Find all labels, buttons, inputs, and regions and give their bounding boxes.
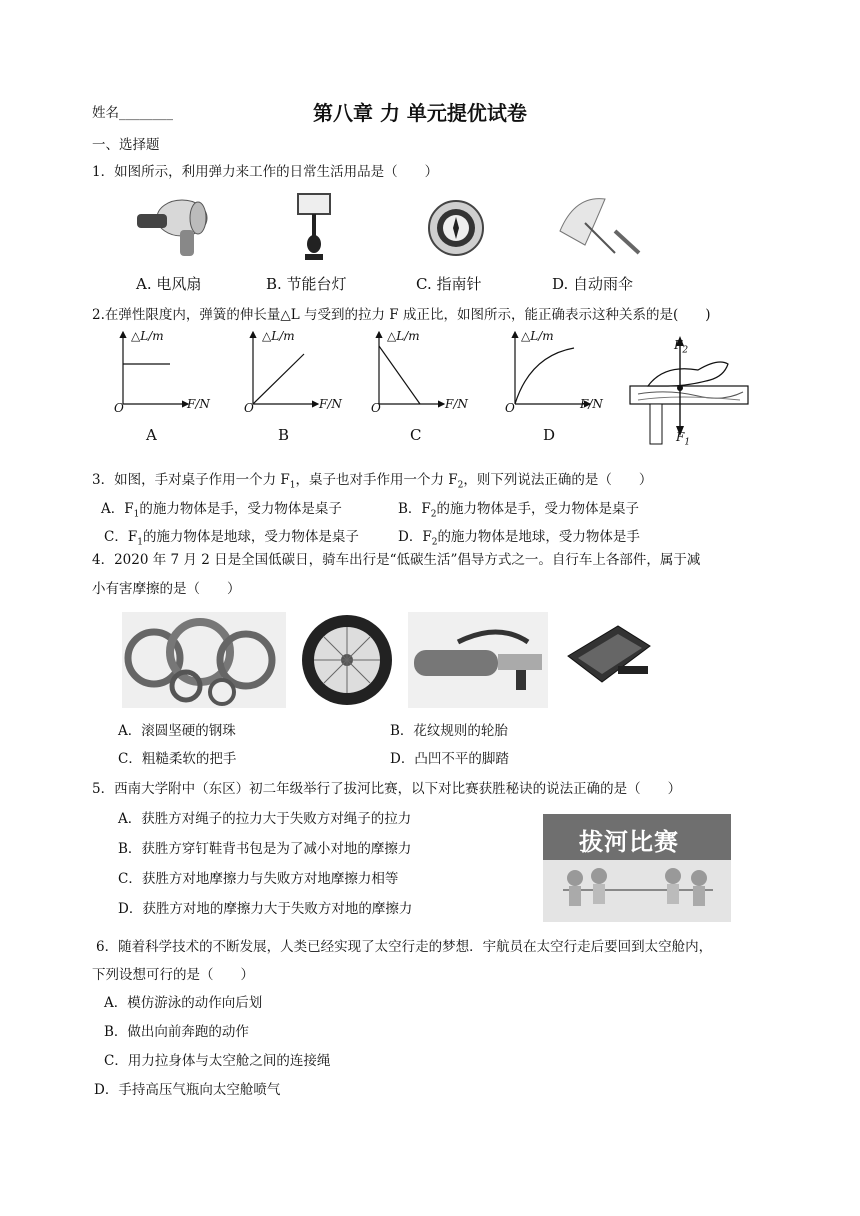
- q1-stem: 1．如图所示，利用弹力来工作的日常生活用品是（ ）: [92, 164, 439, 180]
- graph-a-ylabel: △L/m: [131, 329, 164, 343]
- compass-image: [427, 199, 485, 257]
- graph-b-xlabel: F/N: [319, 397, 342, 411]
- q1-option-d: D. 自动雨伞: [552, 275, 634, 293]
- section-heading: 一、选择题: [92, 137, 160, 153]
- name-field-label: 姓名________: [92, 105, 173, 121]
- q6-option-c: C．用力拉身体与太空舱之间的连接绳: [104, 1053, 331, 1069]
- hair-dryer-image: [132, 194, 212, 264]
- q1-option-c: C. 指南针: [416, 275, 482, 293]
- umbrella-image: [555, 193, 645, 263]
- q3-stem: 3．如图，手对桌子作用一个力 $F_1$，桌子也对手作用一个力 $F_2$，则下列说法正确的是（ ）: [92, 472, 653, 491]
- graph-a-origin: O: [114, 401, 124, 415]
- graph-d-xlabel: F/N: [580, 397, 603, 411]
- q4-option-c: C．粗糙柔软的把手: [118, 751, 237, 767]
- tug-of-war-image: [543, 814, 731, 922]
- q5-option-b: B．获胜方穿钉鞋背书包是为了减小对地的摩擦力: [118, 841, 412, 857]
- q4-option-b: B．花纹规则的轮胎: [390, 723, 508, 739]
- q4-option-a: A．滚圆坚硬的钢珠: [118, 723, 236, 739]
- q1-option-b: B. 节能台灯: [266, 275, 347, 293]
- q4-option-d: D．凸凹不平的脚踏: [390, 751, 509, 767]
- pedal-image: [558, 616, 658, 702]
- q6-option-a: A．模仿游泳的动作向后划: [104, 995, 263, 1011]
- q3-option-d: D．$F_2$的施力物体是地球，受力物体是手: [398, 529, 640, 548]
- q5-option-a: A．获胜方对绳子的拉力大于失败方对绳子的拉力: [118, 811, 412, 827]
- q5-option-c: C．获胜方对地摩擦力与失败方对地摩擦力相等: [118, 871, 399, 887]
- tug-of-war-banner-text: 拔河比赛: [579, 828, 679, 856]
- q4-stem-line2: 小有害摩擦的是（ ）: [92, 581, 241, 597]
- q4-stem-line1: 4．2020 年 7 月 2 日是全国低碳日，骑车出行是“低碳生活”倡导方式之一。自行车上各部件，属于减: [92, 552, 701, 568]
- graph-b-ylabel: △L/m: [262, 329, 295, 343]
- q6-stem-line1: 6．随着科学技术的不断发展，人类已经实现了太空行走的梦想．宇航员在太空行走后要回到太空舱内，: [96, 939, 713, 955]
- graph-c-letter: C: [410, 426, 422, 444]
- tire-image: [296, 612, 398, 708]
- force-f2-label: $F_2$: [674, 338, 689, 356]
- q5-stem: 5．西南大学附中（东区）初二年级举行了拔河比赛，以下对比赛获胜秘诀的说法正确的是（ ）: [92, 781, 682, 797]
- q2-stem: 2.在弹性限度内，弹簧的伸长量△L 与受到的拉力 F 成正比，如图所示，能正确表示这种关系的是( ): [92, 307, 711, 323]
- q3-option-a: A．$F_1$的施力物体是手，受力物体是桌子: [101, 501, 342, 520]
- force-f1-label: $F_1$: [676, 430, 691, 448]
- q3-option-b: B．$F_2$的施力物体是手，受力物体是桌子: [398, 501, 640, 520]
- q6-option-d: D．手持高压气瓶向太空舱喷气: [94, 1082, 281, 1098]
- graph-c-origin: O: [371, 401, 381, 415]
- graph-d-ylabel: △L/m: [521, 329, 554, 343]
- bearings-image: [122, 612, 286, 708]
- page-title: 第八章 力 单元提优试卷: [313, 101, 527, 125]
- q3-option-c: C．$F_1$的施力物体是地球，受力物体是桌子: [104, 529, 359, 548]
- graph-c-ylabel: △L/m: [387, 329, 420, 343]
- q1-option-a: A. 电风扇: [136, 275, 202, 293]
- graph-b-origin: O: [244, 401, 254, 415]
- handlebar-grip-image: [408, 612, 548, 708]
- graph-d-origin: O: [505, 401, 515, 415]
- q5-option-d: D．获胜方对地的摩擦力大于失败方对地的摩擦力: [118, 901, 413, 917]
- graph-a-letter: A: [146, 426, 157, 444]
- graph-a-xlabel: F/N: [187, 397, 210, 411]
- graph-c-xlabel: F/N: [445, 397, 468, 411]
- q6-stem-line2: 下列设想可行的是（ ）: [92, 967, 254, 983]
- table-lamp-image: [294, 192, 334, 264]
- q6-option-b: B．做出向前奔跑的动作: [104, 1024, 249, 1040]
- graph-d-letter: D: [543, 426, 556, 444]
- graph-b-letter: B: [278, 426, 290, 444]
